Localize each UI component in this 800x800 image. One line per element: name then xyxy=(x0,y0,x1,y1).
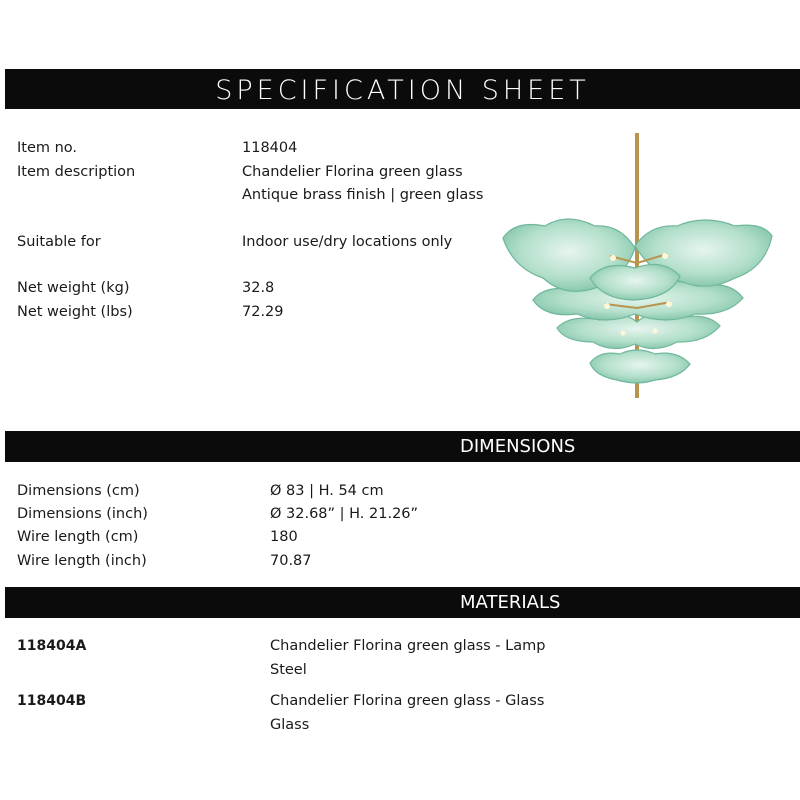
dimensions-inch-label: Dimensions (inch) xyxy=(17,506,148,522)
wire-length-inch-value: 70.87 xyxy=(270,553,312,569)
chandelier-illustration xyxy=(495,128,780,403)
title-bar xyxy=(5,69,800,109)
chandelier-image xyxy=(495,128,780,403)
item-description-line2: Antique brass finish | green glass xyxy=(242,187,484,203)
wire-length-cm-label: Wire length (cm) xyxy=(17,529,139,545)
dimensions-cm-value: Ø 83 | H. 54 cm xyxy=(270,483,384,499)
item-description-line1: Chandelier Florina green glass xyxy=(242,164,463,180)
materials-bar xyxy=(5,587,800,618)
dimensions-cm-label: Dimensions (cm) xyxy=(17,483,140,499)
suitable-for-value: Indoor use/dry locations only xyxy=(242,234,453,250)
dimensions-inch-value: Ø 32.68” | H. 21.26” xyxy=(270,506,419,522)
net-weight-lbs-label: Net weight (lbs) xyxy=(17,304,133,320)
page-title: SPECIFICATION SHEET xyxy=(215,75,590,106)
item-description-label: Item description xyxy=(17,164,136,180)
suitable-for-label: Suitable for xyxy=(17,234,101,250)
materials-heading: MATERIALS xyxy=(460,592,561,613)
dimensions-bar xyxy=(5,431,800,462)
material-type-b: Glass xyxy=(270,717,310,733)
net-weight-lbs-value: 72.29 xyxy=(242,304,284,320)
dimensions-heading: DIMENSIONS xyxy=(460,436,576,457)
item-no-value: 118404 xyxy=(242,140,298,156)
material-code-b: 118404B xyxy=(17,693,87,709)
wire-length-inch-label: Wire length (inch) xyxy=(17,553,147,569)
item-no-label: Item no. xyxy=(17,140,78,156)
wire-length-cm-value: 180 xyxy=(270,529,298,545)
material-name-a: Chandelier Florina green glass - Lamp xyxy=(270,638,546,654)
net-weight-kg-value: 32.8 xyxy=(242,280,275,296)
material-name-b: Chandelier Florina green glass - Glass xyxy=(270,693,545,709)
material-type-a: Steel xyxy=(270,662,307,678)
material-code-a: 118404A xyxy=(17,638,87,654)
net-weight-kg-label: Net weight (kg) xyxy=(17,280,130,296)
